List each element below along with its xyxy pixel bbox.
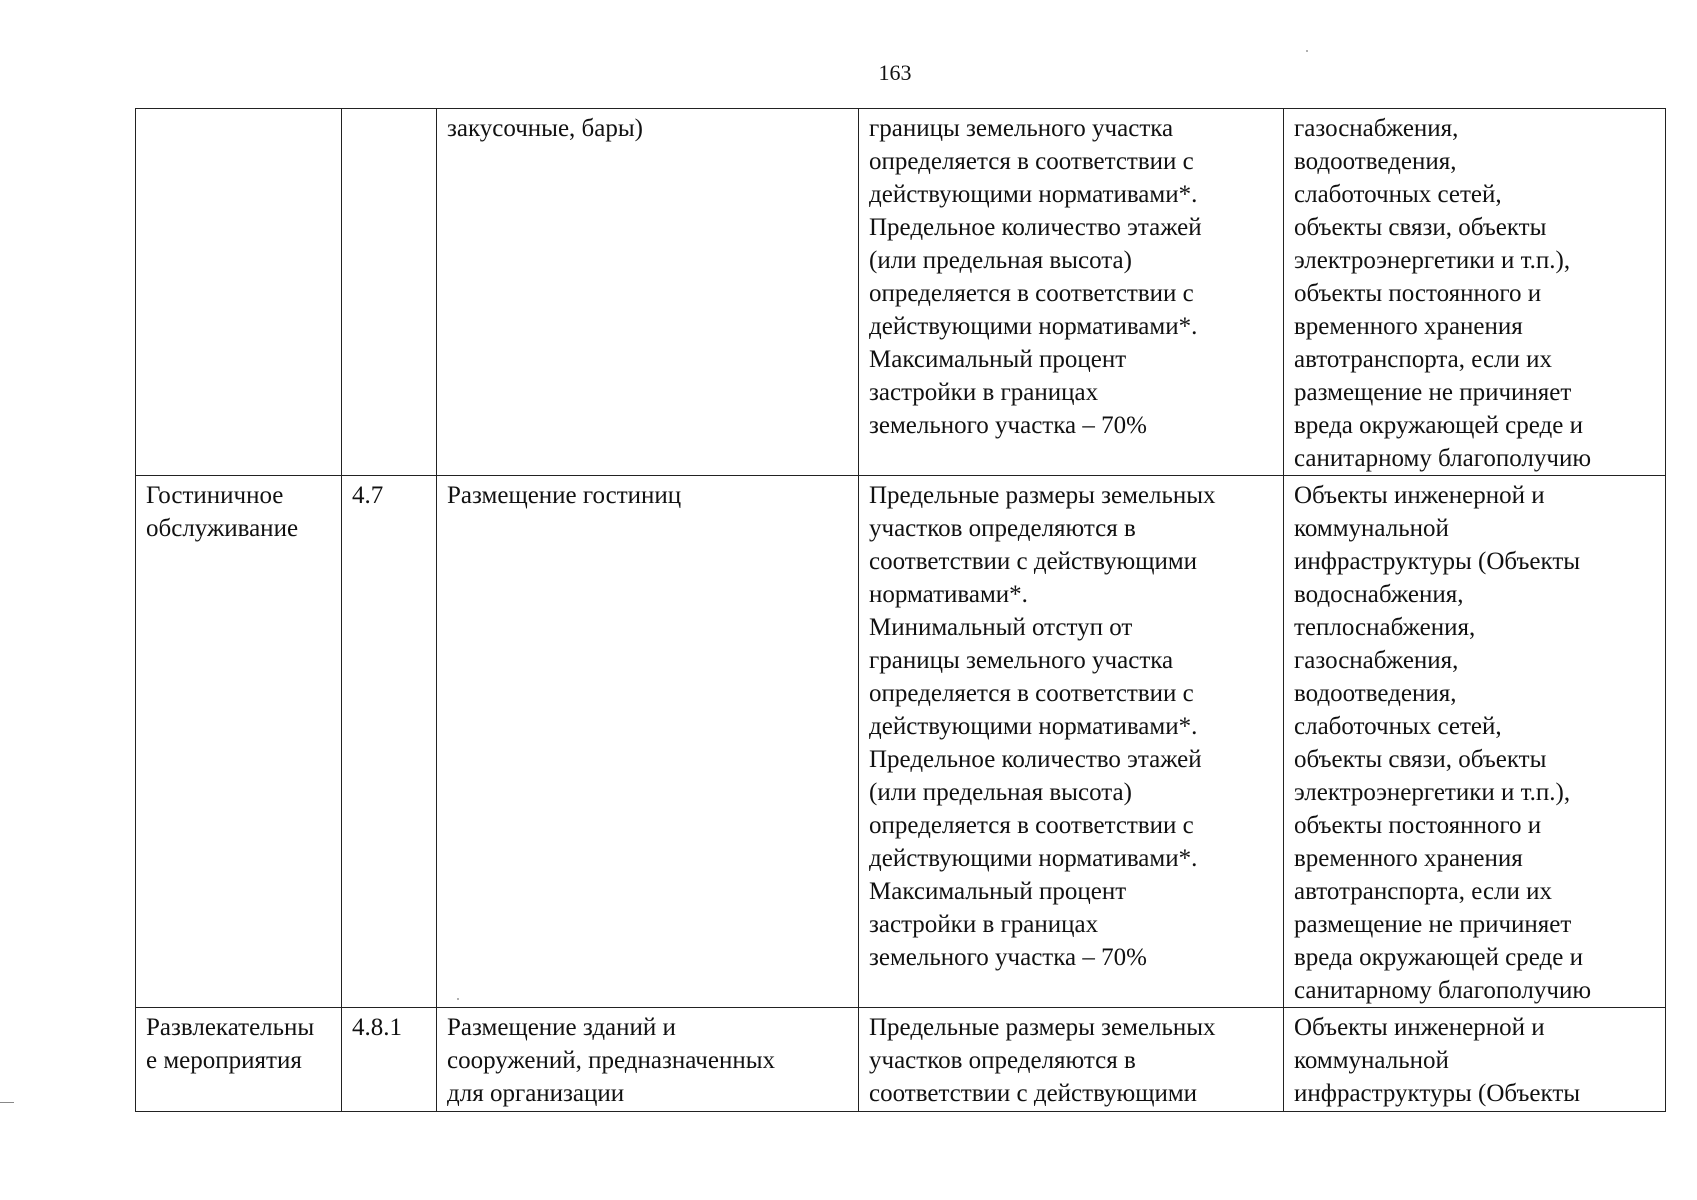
use-description-text: Размещение гостиниц <box>447 482 682 509</box>
auxiliary-text: Объекты инженерной и коммунальной инфраструктуры (Объекты водоснабжения, теплоснабжения, газоснабжения, водоотведения, слаботочных сетей, объекты связи, объекты электроэнергетики и т.п.), объекты постоянного и временного хранения автотранспорта, если их размещение не причиняет вреда окружающей среде и санитарному благополучию <box>1294 482 1592 1004</box>
parameters-text: границы земельного участка определяется в соответствии с действующими нормативами*. Предельное количество этажей (или предельная высота) определяется в соответствии с действующими нормативами*. Максимальный процент застройки в границах земельного участка – 70% <box>869 115 1202 439</box>
parameters-cell <box>859 1008 1284 1112</box>
use-name-text: Развлекательны е мероприятия <box>146 1014 315 1074</box>
scan-speck <box>1306 50 1308 52</box>
parameters-text: Предельные размеры земельных участков определяются в соответствии с действующими нормативами*. Минимальный отступ от границы земельного участка определяется в соответствии с действующими нормативами*. Предельное количество этажей (или предельная высота) определяется в соответствии с действующими нормативами*. Максимальный процент застройки в границах земельного участка – 70% <box>869 482 1216 971</box>
auxiliary-cell <box>1284 109 1666 476</box>
use-name-cell <box>136 476 342 1008</box>
auxiliary-text: газоснабжения, водоотведения, слаботочных сетей, объекты связи, объекты электроэнергетики и т.п.), объекты постоянного и временного хранения автотранспорта, если их размещение не причиняет вреда окружающей среде и санитарному благополучию <box>1294 115 1592 472</box>
page-number: 163 <box>878 60 912 85</box>
use-code-cell <box>342 476 437 1008</box>
scan-margin-mark <box>0 1102 14 1103</box>
use-description-cell <box>437 109 859 476</box>
use-description-cell <box>437 476 859 1008</box>
use-description-text: закусочные, бары) <box>447 115 643 142</box>
table-row <box>136 476 1666 1008</box>
use-code-cell <box>342 1008 437 1112</box>
parameters-text: Предельные размеры земельных участков определяются в соответствии с действующими <box>869 1014 1216 1107</box>
use-code-text: 4.8.1 <box>352 1014 402 1041</box>
use-description-cell <box>437 1008 859 1112</box>
land-use-table <box>135 108 1666 1112</box>
table-row <box>136 1008 1666 1112</box>
parameters-cell <box>859 109 1284 476</box>
parameters-cell <box>859 476 1284 1008</box>
auxiliary-cell <box>1284 1008 1666 1112</box>
use-description-text: Размещение зданий и сооружений, предназначенных для организации <box>447 1014 776 1107</box>
auxiliary-cell <box>1284 476 1666 1008</box>
scan-speck <box>457 998 459 1000</box>
use-name-text: Гостиничное обслуживание <box>146 482 299 542</box>
use-name-cell <box>136 1008 342 1112</box>
table-row <box>136 109 1666 476</box>
auxiliary-text: Объекты инженерной и коммунальной инфраструктуры (Объекты <box>1294 1014 1581 1107</box>
use-code-text: 4.7 <box>352 482 384 509</box>
use-name-cell <box>136 109 342 476</box>
use-code-cell <box>342 109 437 476</box>
